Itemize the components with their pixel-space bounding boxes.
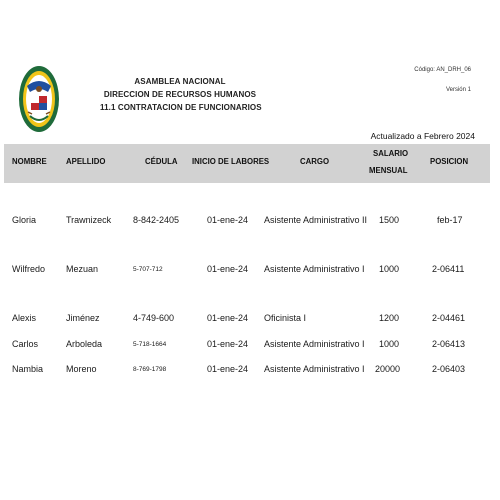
column-header-inicio: INICIO DE LABORES — [192, 157, 270, 166]
cell-salario: 20000 — [375, 364, 401, 374]
cell-cargo: Oficinista I — [264, 313, 307, 323]
column-header-salario-line2: MENSUAL — [369, 166, 408, 175]
column-header-apellido: APELLIDO — [66, 157, 106, 166]
cell-inicio: 01-ene-24 — [207, 364, 249, 374]
cell-posicion: 2-06413 — [432, 339, 466, 349]
cell-cargo: Asistente Administrativo I — [264, 264, 365, 274]
document-code: Código: AN_DRH_06 — [414, 67, 471, 73]
title-line-institution: ASAMBLEA NACIONAL — [134, 77, 226, 86]
cell-apellido: Trawnizeck — [66, 215, 112, 225]
cell-nombre: Wilfredo — [12, 264, 46, 274]
asamblea-seal-icon — [18, 64, 60, 134]
column-header-posicion: POSICION — [430, 157, 469, 166]
cell-apellido: Moreno — [66, 364, 97, 374]
cell-nombre: Nambia — [12, 364, 44, 374]
column-header-salario-line1: SALARIO — [373, 149, 409, 158]
cell-posicion: feb-17 — [437, 215, 463, 225]
cell-cedula: 5-718-1664 — [133, 341, 167, 348]
column-header-nombre: NOMBRE — [12, 157, 47, 166]
cell-inicio: 01-ene-24 — [207, 264, 249, 274]
cell-salario: 1000 — [379, 264, 400, 274]
cell-posicion: 2-06403 — [432, 364, 466, 374]
cell-salario: 1500 — [379, 215, 400, 225]
table-header — [4, 144, 490, 183]
document-code-block — [414, 60, 471, 100]
column-header-cargo: CARGO — [300, 157, 330, 166]
cell-cedula: 8-842-2405 — [133, 215, 180, 225]
cell-salario: 1200 — [379, 313, 400, 323]
title-line-department: DIRECCION DE RECURSOS HUMANOS — [103, 90, 257, 99]
cell-nombre: Gloria — [12, 215, 37, 225]
cell-apellido: Mezuan — [66, 264, 99, 274]
cell-salario: 1000 — [379, 339, 400, 349]
cell-inicio: 01-ene-24 — [207, 313, 249, 323]
cell-posicion: 2-04461 — [432, 313, 466, 323]
cell-apellido: Arboleda — [66, 339, 103, 349]
cell-cedula: 5-707-712 — [133, 266, 163, 273]
cell-cedula: 8-769-1798 — [133, 366, 167, 373]
cell-apellido: Jiménez — [66, 313, 100, 323]
cell-inicio: 01-ene-24 — [207, 339, 249, 349]
column-header-cedula: CÉDULA — [145, 157, 178, 166]
cell-posicion: 2-06411 — [432, 264, 465, 274]
title-line-section: 11.1 CONTRATACION DE FUNCIONARIOS — [100, 103, 262, 112]
document-version: Versión 1 — [445, 87, 471, 93]
cell-inicio: 01-ene-24 — [207, 215, 249, 225]
cell-cargo: Asistente Administrativo I — [264, 364, 365, 374]
cell-nombre: Alexis — [12, 313, 37, 323]
cell-nombre: Carlos — [12, 339, 39, 349]
updated-note: Actualizado a Febrero 2024 — [370, 131, 475, 141]
document-title — [100, 75, 260, 114]
cell-cargo: Asistente Administrativo I — [264, 339, 365, 349]
cell-cedula: 4-749-600 — [133, 313, 175, 323]
cell-cargo: Asistente Administrativo II — [264, 215, 368, 225]
